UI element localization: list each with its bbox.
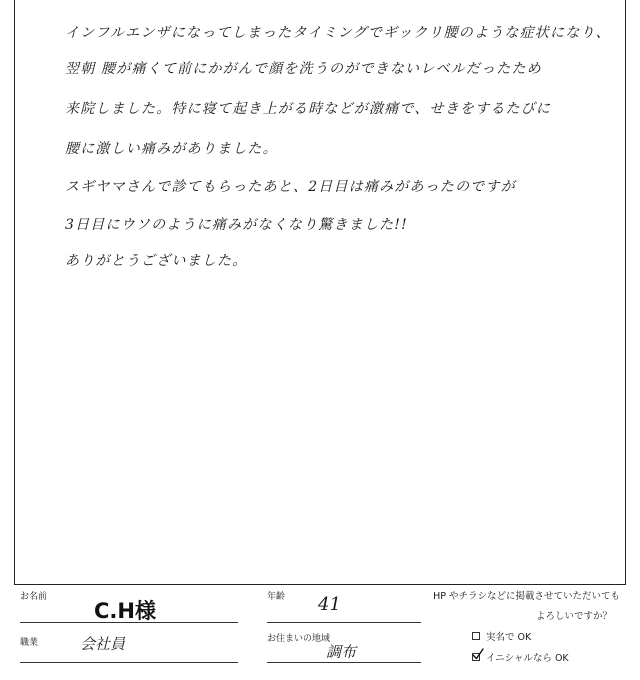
permission-question-line2: よろしいですか？ <box>535 611 612 622</box>
body-line-2: 翌朝 腰が痛くて前にかがんで顔を洗うのができないレベルだったため <box>65 61 542 77</box>
area-underline <box>267 662 421 663</box>
permission-question-line1: HP やチラシなどに掲載させていただいても <box>433 591 620 602</box>
testimonial-sheet <box>14 0 626 585</box>
name-label: お名前 <box>20 592 48 602</box>
checked-checkbox-icon[interactable] <box>472 653 480 661</box>
handwritten-body <box>65 24 620 290</box>
area-value: 調布 <box>326 643 357 661</box>
area-label: お住まいの地域 <box>267 634 331 644</box>
body-line-6: 3日目にウソのように痛みがなくなり驚きました!! <box>65 217 408 233</box>
body-line-4: 腰に激しい痛みがありました。 <box>65 141 278 157</box>
option-initial-label: イニシャルなら OK <box>486 653 569 664</box>
body-line-7: ありがとうございました。 <box>65 253 248 269</box>
occupation-value: 会社員 <box>80 635 126 653</box>
occupation-label: 職業 <box>20 638 39 648</box>
age-label: 年齢 <box>267 592 286 602</box>
checkmark-icon <box>472 648 484 660</box>
body-line-5: スギヤマさんで診てもらったあと、2日目は痛みがあったのですが <box>65 179 516 195</box>
name-underline <box>20 622 238 623</box>
form-footer <box>14 585 626 680</box>
age-underline <box>267 622 421 623</box>
age-value: 41 <box>318 594 341 615</box>
name-value: C.H様 <box>94 599 156 623</box>
option-initial[interactable] <box>472 650 569 664</box>
body-line-3: 来院しました。特に寝て起き上がる時などが激痛で、せきをするたびに <box>65 101 552 117</box>
checkbox-icon[interactable] <box>472 632 480 640</box>
option-realname-label: 実名で OK <box>486 632 532 643</box>
option-realname[interactable] <box>472 629 531 643</box>
body-line-1: インフルエンザになってしまったタイミングでギックリ腰のような症状になり、 <box>65 25 611 41</box>
occupation-underline <box>20 662 238 663</box>
